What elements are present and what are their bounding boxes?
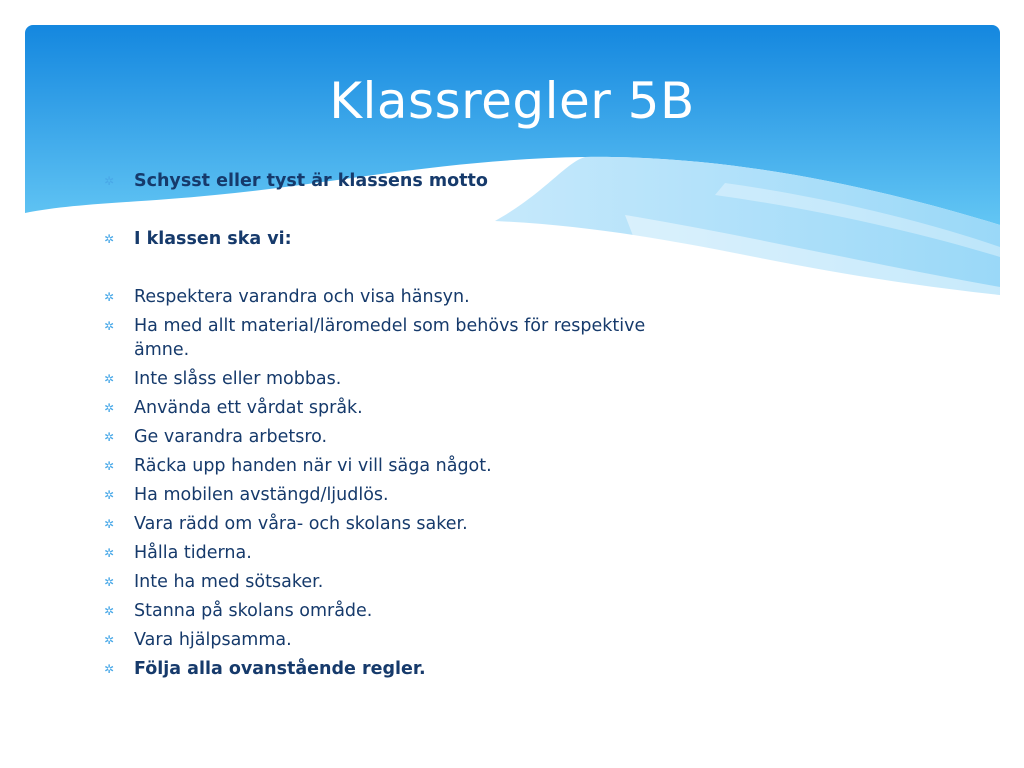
rule-text: Vara hjälpsamma. (134, 630, 292, 650)
bullet-star-icon: ✲ (104, 604, 115, 618)
rule-item (103, 657, 703, 681)
bullet-star-icon: ✲ (104, 546, 115, 560)
bullet-star-icon: ✲ (104, 401, 115, 415)
bullet-star-icon: ✲ (104, 430, 115, 444)
bullet-star-icon: ✲ (104, 517, 115, 531)
rules-list (103, 169, 703, 686)
rule-text: Schysst eller tyst är klassens motto (134, 171, 488, 191)
bullet-star-icon: ✲ (104, 662, 115, 676)
bullet-star-icon: ✲ (104, 575, 115, 589)
rule-text: Använda ett vårdat språk. (134, 398, 363, 418)
bullet-star-icon: ✲ (104, 174, 115, 188)
bullet-star-icon: ✲ (104, 488, 115, 502)
rule-item (103, 483, 703, 507)
rule-text: Hålla tiderna. (134, 543, 252, 563)
rule-item (103, 314, 703, 362)
bullet-star-icon: ✲ (104, 319, 115, 333)
rule-text: Ge varandra arbetsro. (134, 427, 328, 447)
rule-text: Vara rädd om våra- och skolans saker. (134, 514, 468, 534)
rule-item (103, 285, 703, 309)
bullet-star-icon: ✲ (104, 459, 115, 473)
rule-text: Inte slåss eller mobbas. (134, 369, 342, 389)
rule-item (103, 454, 703, 478)
rule-text: I klassen ska vi: (134, 229, 292, 249)
rule-item (103, 628, 703, 652)
rule-item (103, 169, 703, 193)
rule-item (103, 367, 703, 391)
rule-text: Ha med allt material/läromedel som behövs för respektive ämne. (134, 316, 646, 360)
rule-text: Inte ha med sötsaker. (134, 572, 324, 592)
bullet-star-icon: ✲ (104, 633, 115, 647)
rule-text: Respektera varandra och visa hänsyn. (134, 287, 470, 307)
bullet-star-icon: ✲ (104, 232, 115, 246)
bullet-star-icon: ✲ (104, 290, 115, 304)
rule-text: Ha mobilen avstängd/ljudlös. (134, 485, 389, 505)
rule-item (103, 396, 703, 420)
rule-item (103, 227, 703, 251)
rule-item (103, 425, 703, 449)
rule-item (103, 512, 703, 536)
rule-text: Stanna på skolans område. (134, 601, 373, 621)
rule-text: Följa alla ovanstående regler. (134, 659, 426, 679)
rule-item (103, 570, 703, 594)
rule-item (103, 599, 703, 623)
rule-item (103, 541, 703, 565)
bullet-star-icon: ✲ (104, 372, 115, 386)
rule-text: Räcka upp handen när vi vill säga något. (134, 456, 492, 476)
slide-title: Klassregler 5B (329, 72, 695, 130)
